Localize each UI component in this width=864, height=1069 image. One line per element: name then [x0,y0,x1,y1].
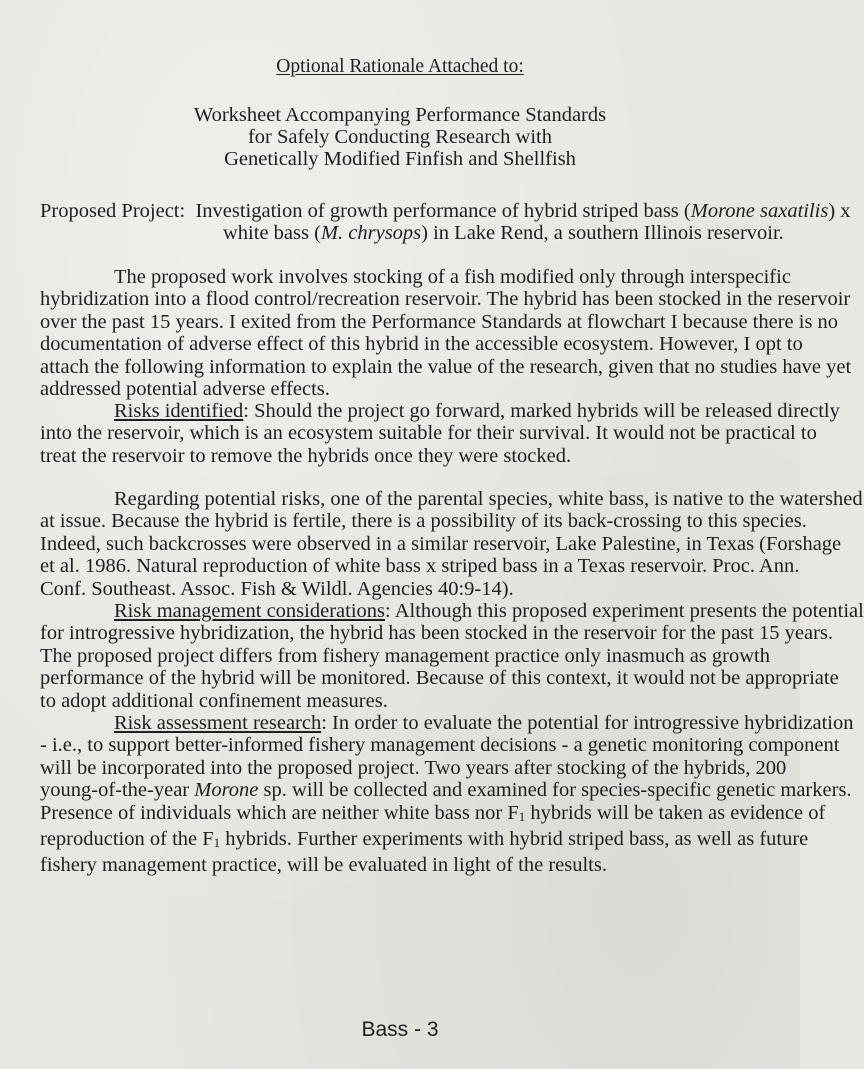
worksheet-title [0,104,800,170]
regarding-line: Indeed, such backcrosses were observed in a similar reservoir, Lake Palestine, in Texas (Forshage [40,532,842,555]
genus-name: Morone [194,779,259,802]
project-label: Proposed Project: [40,200,186,222]
risk-assessment-text-5a: Presence of individuals which are neither white bass nor F [40,801,519,824]
risk-management-line: The proposed project differs from fishery management practice only inasmuch as growth [40,644,770,667]
risk-assessment-text-5b: hybrids will be taken as evidence of [525,801,826,824]
project-line-1 [40,200,851,222]
intro-line: hybridization into a flood control/recreation reservoir. The hybrid has been stocked in the reservoir [40,288,851,311]
risk-management-text: : Although this proposed experiment presents the potential [385,600,864,622]
intro-line: addressed potential adverse effects. [40,378,330,401]
intro-line: The proposed work involves stocking of a fish modified only through interspecific [114,266,791,288]
title-line-2: for Safely Conducting Research with [247,126,552,148]
risk-assessment-line-6 [40,828,809,854]
subscript-1: 1 [518,808,526,824]
risk-assessment-line: will be incorporated into the proposed project. Two years after stocking of the hybrids, 200 [40,756,787,779]
risk-assessment-text-4b: sp. will be collected and examined for species-specific genetic markers. [258,779,852,802]
risk-assessment-paragraph [40,712,854,877]
risk-assessment-text-4a: young-of-the-year [40,779,195,802]
risk-management-heading: Risk management considerations [114,600,385,622]
intro-line: over the past 15 years. I exited from the Performance Standards at flowchart I because there is no [40,310,839,333]
risks-identified-heading: Risks identified [114,400,244,422]
risks-identified-text: : Should the project go forward, marked hybrids will be released directly [243,400,840,422]
risk-assessment-line-4 [40,779,852,802]
intro-line: documentation of adverse effect of this hybrid in the accessible ecosystem. However, I opt to [40,333,803,356]
risks-identified-paragraph [40,400,840,467]
risk-management-line: for introgressive hybridization, the hybrid has been stocked in the reservoir for the past 15 years. [40,622,834,645]
risks-identified-line: into the reservoir, which is an ecosystem suitable for their survival. It would not be practical to [40,422,817,445]
project-text-1: Investigation of growth performance of hybrid striped bass ( [195,200,691,222]
regarding-line: at issue. Because the hybrid is fertile, there is a possibility of its back-crossing to this species. [40,510,807,533]
risk-assessment-text-6b: hybrids. Further experiments with hybrid striped bass, as well as future [220,828,809,851]
risks-identified-line-1 [40,400,840,422]
intro-line: attach the following information to explain the value of the research, given that no studies have yet [40,355,852,378]
attachment-note: Optional Rationale Attached to: [276,56,524,77]
title-line-3: Genetically Modified Finfish and Shellfish [224,148,576,170]
attachment-heading [0,56,800,78]
project-line-2 [40,222,784,244]
species-name-1: Morone saxatilis [690,200,829,222]
risk-assessment-line-1 [40,712,854,734]
risk-assessment-heading: Risk assessment research [114,712,322,734]
risk-assessment-text-6a: reproduction of the F [40,828,214,851]
risk-assessment-line-5 [40,801,826,828]
risk-management-line-1 [40,600,864,622]
risks-identified-line: treat the reservoir to remove the hybrids once they were stocked. [40,444,572,467]
risk-assessment-text: : In order to evaluate the potential for introgressive hybridization [321,712,854,734]
project-text-1-end: ) x [828,200,851,222]
regarding-line: Conf. Southeast. Assoc. Fish & Wildl. Agencies 40:9-14). [40,577,514,600]
risk-assessment-line: - i.e., to support better-informed fishery management decisions - a genetic monitoring component [40,734,840,757]
risk-management-line: to adopt additional confinement measures. [40,689,388,712]
risk-assessment-line: fishery management practice, will be evaluated in light of the results. [40,854,607,877]
project-text-2-end: ) in Lake Rend, a southern Illinois reservoir. [421,222,784,244]
project-text-2: white bass ( [223,222,321,244]
regarding-paragraph [40,488,863,600]
regarding-line: et al. 1986. Natural reproduction of white bass x striped bass in a Texas reservoir. Proc. Ann. [40,555,800,578]
proposed-project [40,200,851,244]
intro-paragraph [40,266,852,401]
title-line-1: Worksheet Accompanying Performance Standards [193,104,607,126]
species-name-2: M. chrysops [320,222,422,244]
risk-management-line: performance of the hybrid will be monitored. Because of this context, it would not be appropriate [40,667,839,690]
regarding-line: Regarding potential risks, one of the parental species, white bass, is native to the watershed [114,488,863,510]
page-number: Bass - 3 [361,1018,439,1041]
subscript-1: 1 [213,835,221,851]
risk-management-paragraph [40,600,864,712]
